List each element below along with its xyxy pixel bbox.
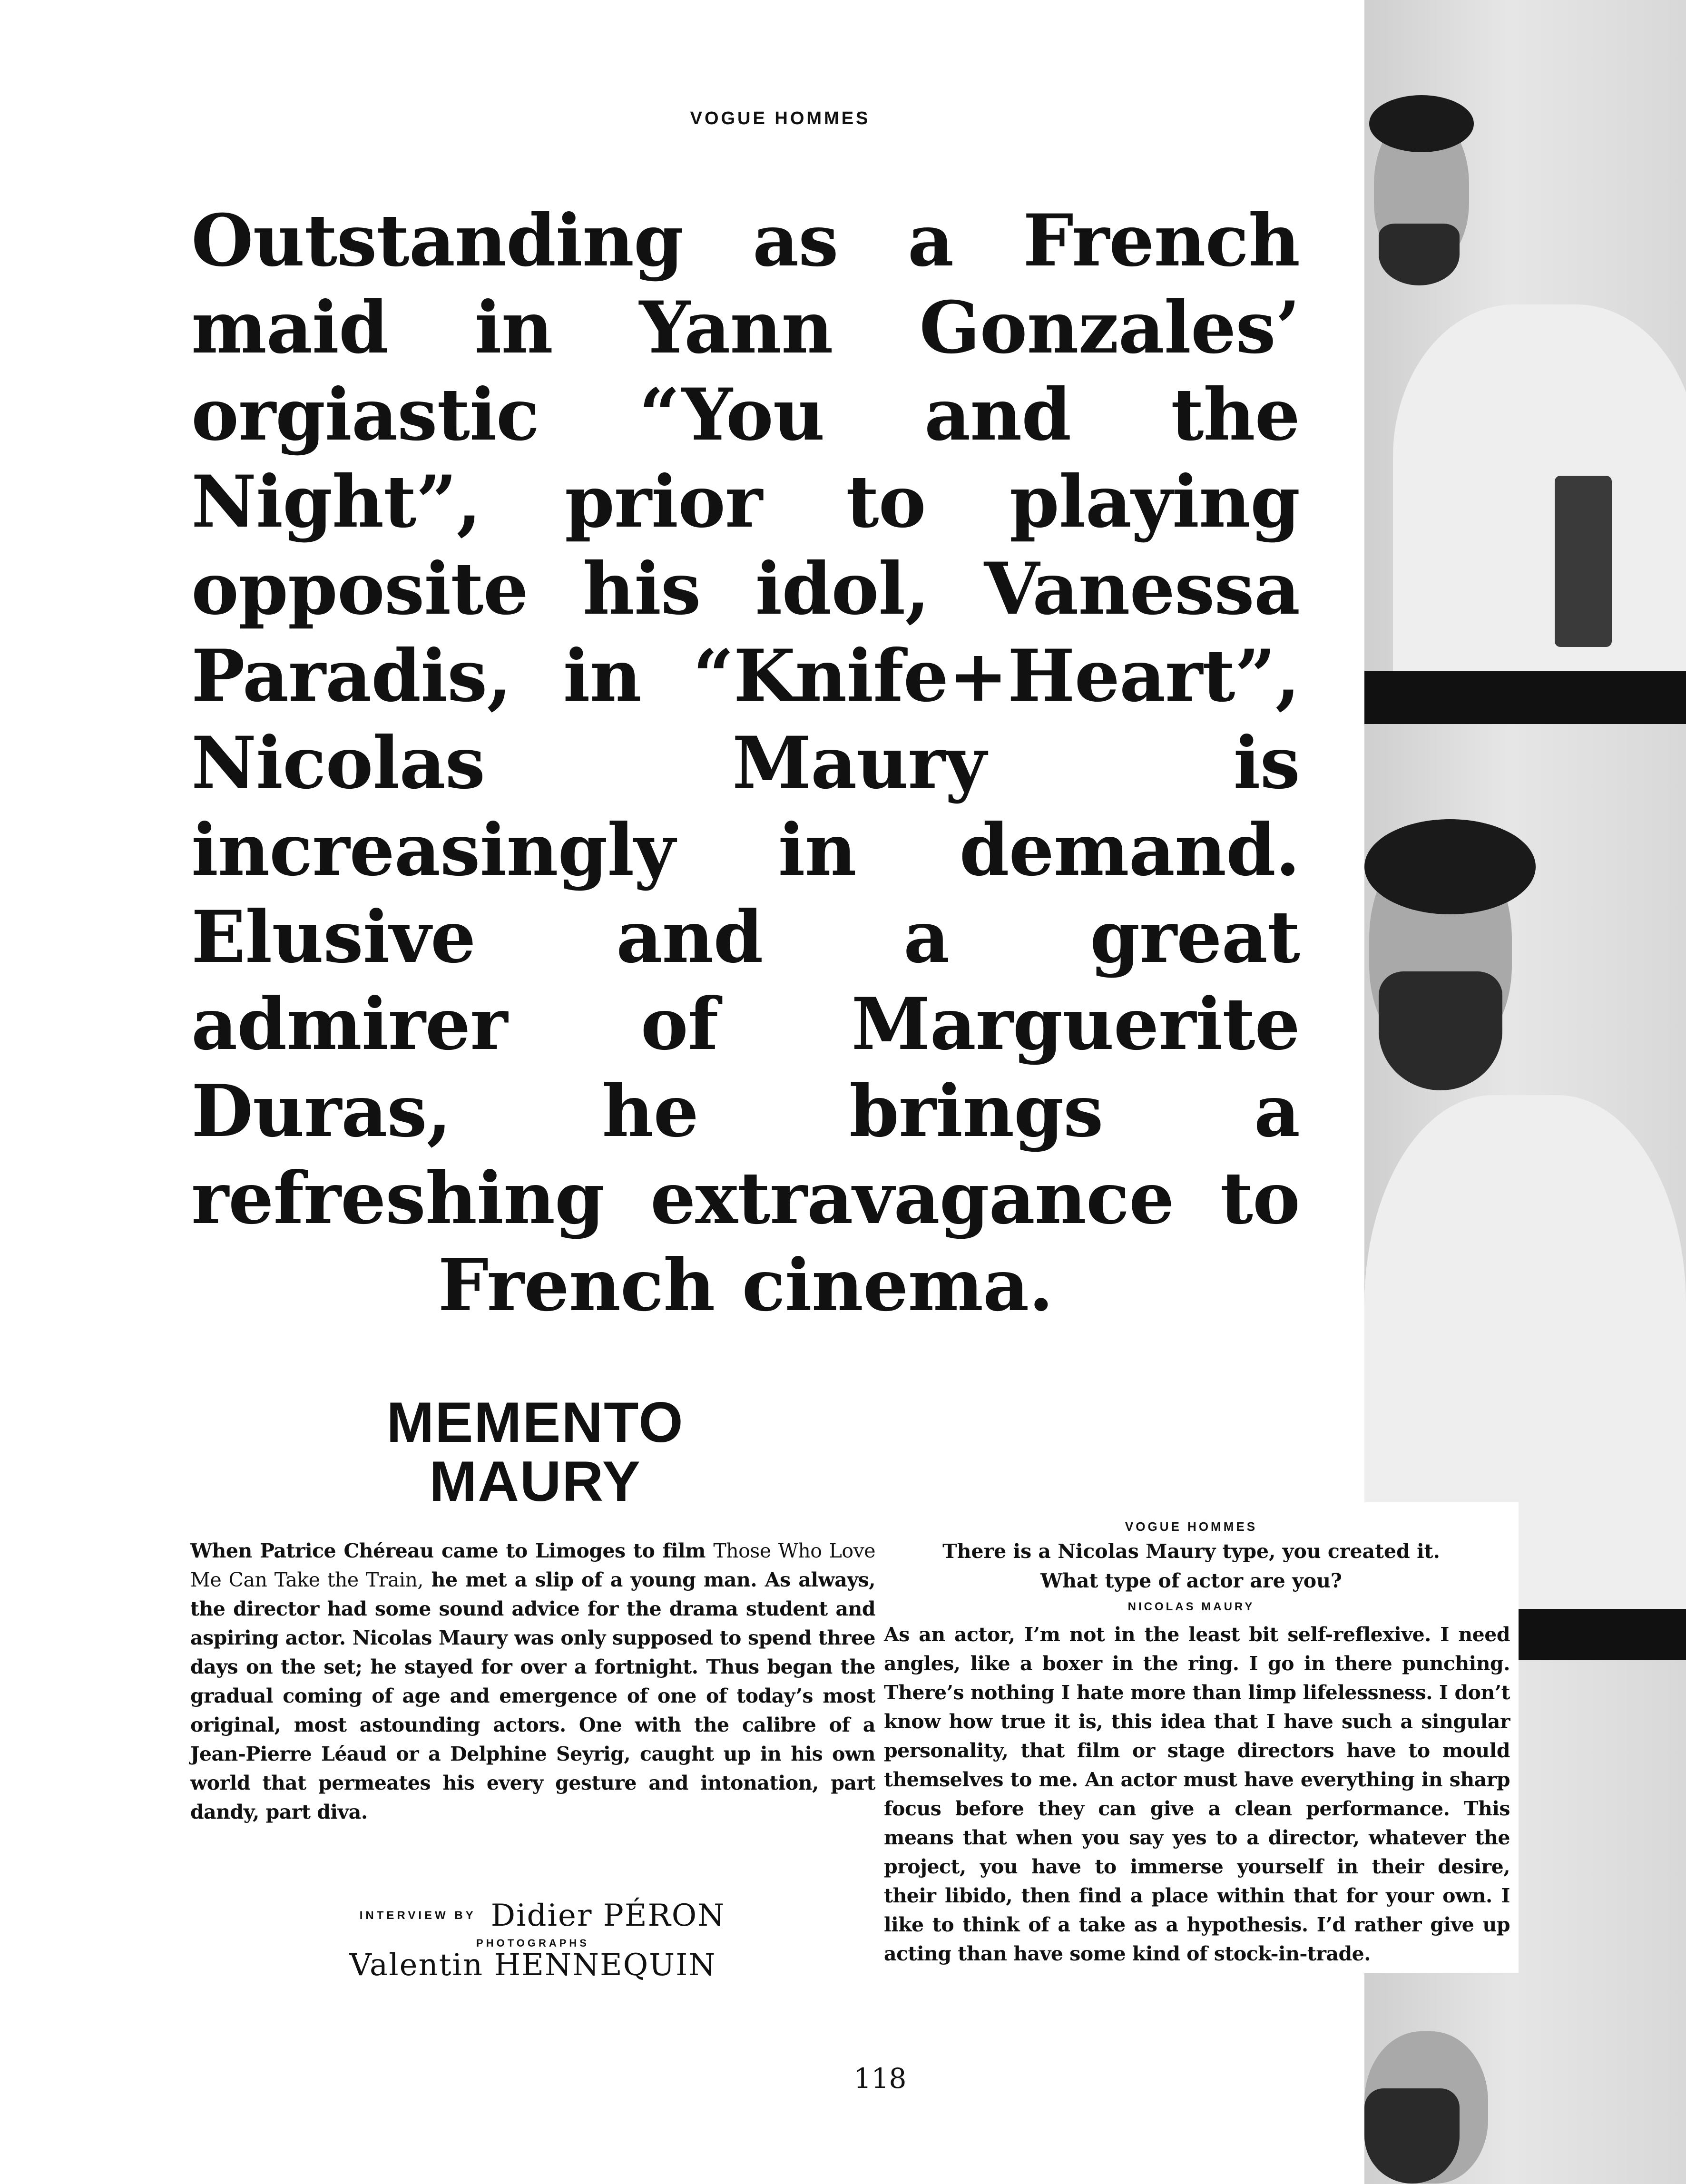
beard-shape <box>1379 971 1502 1090</box>
portrait-photo-1 <box>1364 0 1686 671</box>
chair-shape <box>1555 476 1612 647</box>
beard-shape <box>1379 224 1460 285</box>
interviewer-name: Didier PÉRON <box>490 1898 725 1933</box>
intro-text-1: When Patrice Chéreau came to Limoges to film <box>190 1539 714 1562</box>
question-line-2: What type of actor are you? <box>1040 1569 1342 1592</box>
hair-shape <box>1364 819 1536 914</box>
answer-attribution: NICOLAS MAURY <box>1127 1600 1255 1613</box>
masthead: VOGUE HOMMES <box>690 108 871 128</box>
strip-gap <box>1364 671 1686 724</box>
standfirst-deck: Outstanding as a French maid in Yann Gonzales’ orgiastic “You and the Night”, prior to playing opposite his idol, Vanessa Paradis, in “Knife+Heart”, Nicolas Maury is increasingly in demand. Elusive and a great admirer of Marguerite Duras, he brings a refreshing extravagance to French cinema. <box>191 199 1300 1327</box>
question-line-1: There is a Nicolas Maury type, you created it. <box>942 1540 1440 1563</box>
page-number: 118 <box>853 2062 907 2095</box>
intro-text-2: he met a slip of a young man. As always, the director had some sound advice for the drama student and aspiring actor. Nicolas Maury was only supposed to spend three days on the set; he stayed for over a fortnight. Thus began the gradual coming of age and emergence of one of today’s most original, most astounding actors. One with the calibre of a Jean-Pierre Léaud or a Delphine Seyrig, caught up in his own world that permeates his every gesture and intonation, part dandy, part diva. <box>190 1568 875 1823</box>
intro-paragraph <box>190 1537 875 1827</box>
headline-line-1: MEMENTO <box>386 1391 684 1454</box>
intro-film-title: Those Who Love Me Can Take the Train, <box>190 1539 876 1591</box>
interview-question <box>877 1537 1505 1596</box>
sweater-shape <box>1393 304 1686 671</box>
article-headline <box>333 1393 737 1511</box>
interview-credit <box>333 1898 752 1933</box>
qa-kicker: VOGUE HOMMES <box>1125 1519 1258 1534</box>
photographer-credit <box>314 1948 752 1983</box>
interview-label: INTERVIEW BY <box>359 1909 476 1922</box>
photographs-label: PHOTOGRAPHS <box>476 1937 589 1949</box>
photographer-name: Valentin HENNEQUIN <box>349 1948 716 1983</box>
beard-shape <box>1364 2088 1460 2184</box>
qa-box <box>877 1502 1519 1973</box>
credits-block <box>314 1898 752 1983</box>
headline-line-2: MAURY <box>429 1449 641 1513</box>
portrait-photo-2 <box>1364 724 1686 1609</box>
interview-answer: As an actor, I’m not in the least bit self-reflexive. I need angles, like a boxer in the ring. I go in there punching. There’s nothing I hate more than limp lifelessness. I don’t know how true it is, this idea that I have such a singular personality, that film or stage directors have to mould themselves to me. An actor must have everything in sharp focus before they can give a clean performance. This means that when you say yes to a director, whatever the project, you have to immerse yourself in their desire, their libido, then find a place within that for your own. I like to think of a take as a hypothesis. I’d rather give up acting than have some kind of stock-in-trade. <box>884 1623 1510 1965</box>
hair-shape <box>1369 95 1474 152</box>
